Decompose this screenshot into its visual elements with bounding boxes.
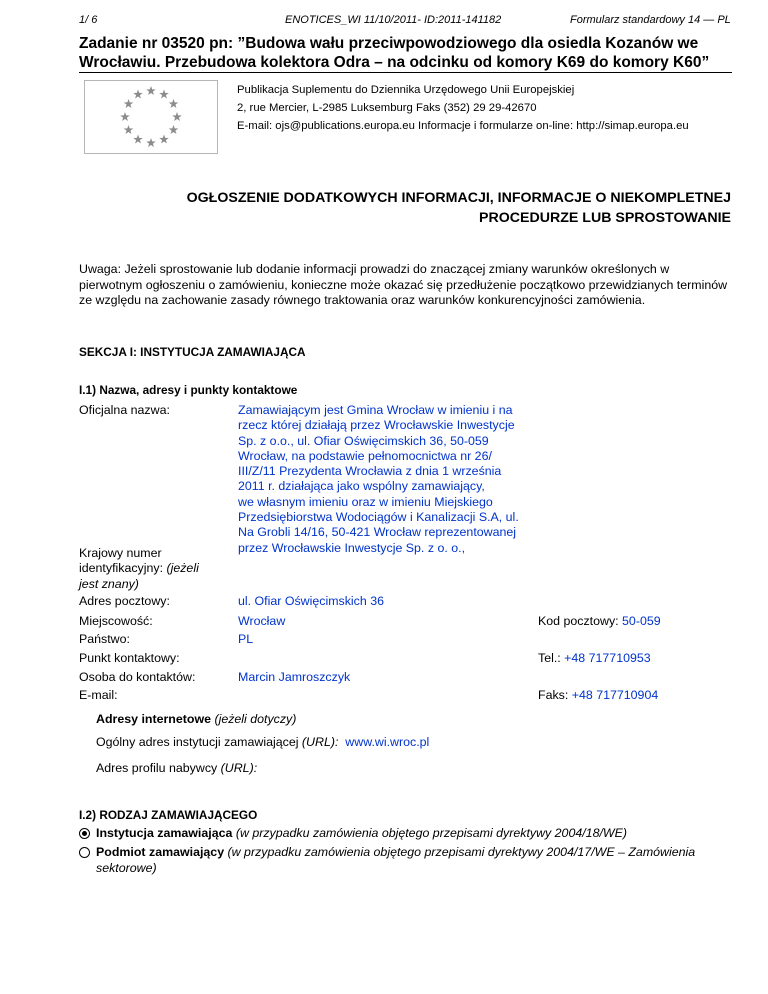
official-name-line: 2011 r. działająca jako wspólny zamawiający,	[238, 479, 485, 494]
option-2-note: (w przypadku zamówienia objętego przepisami dyrektywy 2004/17/WE – Zamówienia	[224, 845, 696, 859]
subsection-2-title: I.2) RODZAJ ZAMAWIAJĄCEGO	[79, 808, 258, 822]
page-title	[79, 34, 739, 72]
official-name-line: rzecz której działają przez Wrocławskie Inwestycje	[238, 418, 515, 433]
buyer-profile-label: Adres profilu nabywcy	[96, 761, 221, 775]
page-number: 1/ 6	[79, 14, 98, 26]
national-id-label	[79, 546, 229, 592]
general-url-row	[96, 735, 429, 749]
option-2-line	[96, 845, 736, 861]
postal-code-value: 50-059	[622, 614, 661, 628]
buyer-profile-note: (URL):	[220, 761, 258, 775]
subsection-1-title: I.1) Nazwa, adresy i punkty kontaktowe	[79, 383, 298, 397]
contact-point-label: Punkt kontaktowy:	[79, 651, 180, 665]
official-name-line: Wrocław, na podstawie pełnomocnictwa nr 26/	[238, 448, 492, 463]
postal-address-value: ul. Ofiar Oświęcimskich 36	[238, 594, 384, 608]
publication-line-3: E-mail: ojs@publications.europa.eu Informacje i formularze on-line: http://simap.europa.eu	[237, 120, 689, 132]
publication-line-1: Publikacja Suplementu do Dziennika Urzędowego Unii Europejskiej	[237, 84, 575, 96]
email-label: E-mail:	[79, 688, 118, 702]
official-name-line: przez Wrocławskie Inwestycje Sp. z o. o.,	[238, 540, 466, 555]
official-name-value	[238, 403, 558, 556]
title-line-1: Zadanie nr 03520 pn: ”Budowa wału przeciwpowodziowego dla osiedla Kozanów we	[79, 35, 699, 52]
general-url-note: (URL):	[301, 735, 339, 749]
publication-info	[237, 81, 689, 135]
city-label: Miejscowość:	[79, 614, 153, 628]
official-name-line: Przedsiębiorstwa Wodociągów i Kanalizacji S.A, ul.	[238, 510, 519, 525]
radio-contracting-entity[interactable]	[79, 847, 90, 858]
fax	[538, 688, 658, 702]
official-name-line: Sp. z o.o., ul. Ofiar Oświęcimskich 36, 50-059	[238, 433, 489, 448]
option-2-label: Podmiot zamawiający	[96, 845, 225, 859]
document-id: ENOTICES_WI 11/10/2011- ID:2011-141182	[285, 14, 502, 26]
internet-addresses-heading	[96, 712, 296, 726]
official-name-line: we własnym imieniu oraz w imieniu Miejskiego	[238, 494, 493, 509]
internet-addresses-note: (jeżeli dotyczy)	[211, 712, 297, 726]
radio-contracting-authority[interactable]	[79, 828, 90, 839]
official-name-line: Na Grobli 14/16, 50-421 Wrocław reprezentowanej	[238, 525, 517, 540]
general-url-link[interactable]: www.wi.wroc.pl	[345, 735, 430, 749]
phone-label: Tel.:	[538, 651, 565, 665]
option-1-label: Instytucja zamawiająca	[96, 826, 233, 840]
internet-addresses-label: Adresy internetowe	[96, 712, 211, 726]
notice-heading	[79, 188, 731, 228]
postal-address-label: Adres pocztowy:	[79, 594, 170, 608]
heading-line-2: PROCEDURZE LUB SPROSTOWANIE	[479, 210, 731, 226]
official-name-label: Oficjalna nazwa:	[79, 403, 170, 417]
phone-value: +48 717710953	[564, 651, 651, 665]
form-name: Formularz standardowy 14 — PL	[570, 14, 731, 26]
option-contracting-authority	[96, 826, 627, 842]
notice-paragraph: Uwaga: Jeżeli sprostowanie lub dodanie informacji prowadzi do znaczącej zmiany warunków określonych w pierwotnym ogłoszeniu o zamówieniu, konieczne może okazać się przedłużenie początkowo przewidzianych terminów ze względu na zachowanie zasady równego traktowania oraz warunków konkurencyjności zamówienia.	[79, 262, 728, 307]
official-name-line: III/Z/11 Prezydenta Wrocławia z dnia 1 września	[238, 464, 502, 479]
publication-line-2: 2, rue Mercier, L-2985 Luksemburg Faks (352) 29 29-42670	[237, 102, 537, 114]
official-name-line: Zamawiającym jest Gmina Wrocław w imieniu i na	[238, 403, 513, 417]
phone	[538, 651, 651, 665]
national-id-text: identyfikacyjny:	[79, 561, 167, 576]
general-url-label: Ogólny adres instytucji zamawiającej	[96, 735, 302, 749]
title-line-2: Wrocławiu. Przebudowa kolektora Odra – na odcinku od komory K69 do komory K60”	[79, 54, 710, 71]
eu-flag-logo	[84, 80, 218, 154]
title-divider	[79, 72, 732, 73]
contact-person-label: Osoba do kontaktów:	[79, 670, 196, 684]
option-1-note: (w przypadku zamówienia objętego przepisami dyrektywy 2004/18/WE)	[232, 826, 627, 840]
postal-code	[538, 614, 661, 628]
country-value: PL	[238, 632, 254, 646]
fax-value: +48 717710904	[571, 688, 659, 702]
fax-label: Faks:	[538, 688, 572, 702]
option-contracting-entity	[96, 845, 736, 876]
national-id-label-line	[79, 561, 229, 576]
city-value: Wrocław	[238, 614, 286, 628]
national-id-label-line: Krajowy numer	[79, 546, 162, 560]
country-label: Państwo:	[79, 632, 130, 646]
section-title: SEKCJA I: INSTYTUCJA ZAMAWIAJĄCA	[79, 345, 306, 359]
eu-stars-icon	[85, 81, 217, 153]
option-2-note-cont: sektorowe)	[96, 860, 157, 875]
national-id-note: (jeżeli	[166, 561, 199, 576]
heading-line-1: OGŁOSZENIE DODATKOWYCH INFORMACJI, INFORMACJE O NIEKOMPLETNEJ	[186, 190, 731, 206]
postal-code-label: Kod pocztowy:	[538, 614, 623, 628]
contact-person-value: Marcin Jamroszczyk	[238, 670, 351, 684]
national-id-note: jest znany)	[79, 576, 139, 591]
buyer-profile-row	[96, 761, 257, 775]
